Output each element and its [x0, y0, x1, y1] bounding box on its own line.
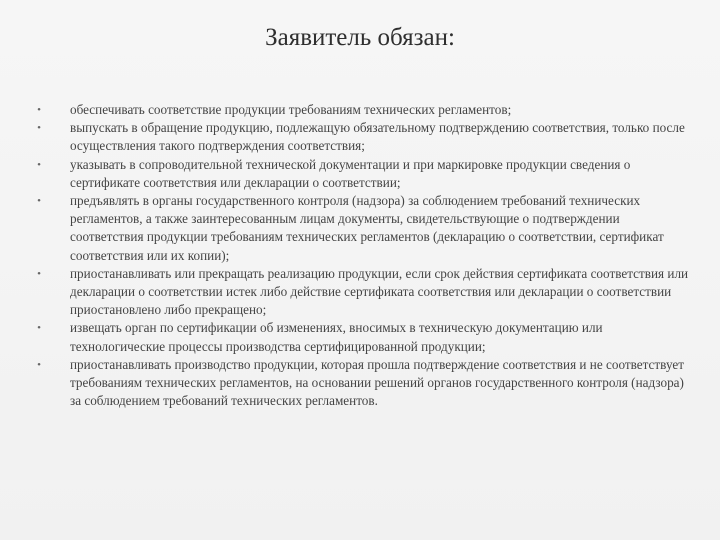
page-title: Заявитель обязан: [265, 24, 455, 51]
obligations-list [34, 101, 690, 410]
list-item-text: обеспечивать соответствие продукции требованиям технических регламентов; [70, 102, 512, 117]
list-item-text: приостанавливать или прекращать реализацию продукции, если срок действия сертификата соответствия или декларации о соответствии истек либо действие сертификата соответствия или декларации о соответствии приостановлено либо прекращено; [70, 265, 689, 318]
bullet-icon: • [37, 104, 41, 116]
list-item-text: предъявлять в органы государственного контроля (надзора) за соблюдением требований технических регламентов, а также заинтересованным лицам документы, свидетельствующие о подтверждении соответствия продукции требованиям технических регламентов (декларацию о соответствии, сертификат соответствия или их копии); [70, 193, 664, 263]
bullet-icon: • [37, 195, 41, 208]
bullet-icon: • [37, 358, 41, 371]
bullet-icon: • [37, 322, 41, 335]
bullet-icon: • [37, 267, 41, 280]
bullet-icon: • [37, 158, 41, 171]
list-item-text: выпускать в обращение продукцию, подлежащую обязательному подтверждению соответствия, только после осуществления такого подтверждения соответствия; [70, 120, 685, 154]
list-item [34, 156, 690, 192]
list-item [34, 101, 690, 119]
list-item [34, 192, 690, 265]
list-item-text: извещать орган по сертификации об изменениях, вносимых в техническую документацию или технологические процессы производства сертифицированной продукции; [70, 320, 603, 354]
list-item [34, 356, 690, 411]
bullet-icon: • [37, 122, 41, 135]
list-item [34, 319, 690, 355]
list-item-text: указывать в сопроводительной технической документации и при маркировке продукции сведения о сертификате соответствия или декларации о соответствии; [70, 156, 631, 190]
list-item-text: приостанавливать производство продукции, которая прошла подтверждение соответствия и не соответствует требованиям технических регламентов, на основании решений органов государственного контроля (надзора) за соблюдением требований технических регламентов. [70, 356, 684, 409]
list-item [34, 265, 690, 320]
list-item [34, 119, 690, 155]
